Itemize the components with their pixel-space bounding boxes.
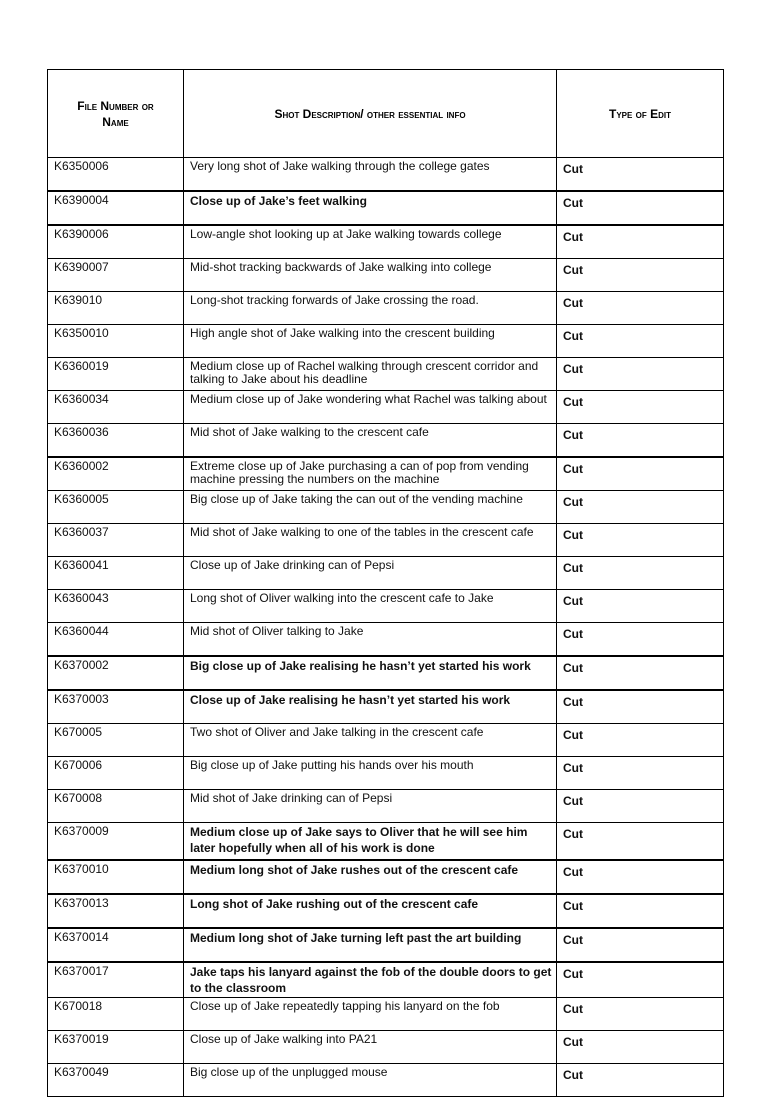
table-row	[48, 823, 724, 861]
shot-list-table	[47, 69, 724, 1097]
file-number-cell: K6370010	[48, 860, 184, 894]
edit-type-cell: Cut	[557, 623, 724, 657]
table-row	[48, 358, 724, 391]
shot-description-cell: Medium long shot of Jake turning left past the art building	[184, 928, 557, 962]
edit-type-cell: Cut	[557, 524, 724, 557]
edit-type-cell: Cut	[557, 757, 724, 790]
type-of-edit-header: Type of Edit	[557, 70, 724, 158]
file-number-cell: K6350010	[48, 325, 184, 358]
table-row	[48, 757, 724, 790]
file-number-cell: K6370049	[48, 1064, 184, 1097]
edit-type-cell: Cut	[557, 424, 724, 458]
shot-description-cell: Mid shot of Jake walking to one of the tables in the crescent cafe	[184, 524, 557, 557]
edit-type-cell: Cut	[557, 259, 724, 292]
file-number-cell: K670005	[48, 724, 184, 757]
shot-description-cell: Big close up of Jake putting his hands over his mouth	[184, 757, 557, 790]
edit-type-cell: Cut	[557, 491, 724, 524]
shot-description-cell: Close up of Jake drinking can of Pepsi	[184, 557, 557, 590]
table-row	[48, 457, 724, 491]
file-number-cell: K6390006	[48, 225, 184, 259]
file-number-cell: K6350006	[48, 158, 184, 192]
table-row	[48, 790, 724, 823]
edit-type-cell: Cut	[557, 724, 724, 757]
edit-type-cell: Cut	[557, 790, 724, 823]
file-number-cell: K6370019	[48, 1031, 184, 1064]
table-header-row	[48, 70, 724, 158]
shot-description-cell: Big close up of Jake realising he hasn’t yet started his work	[184, 656, 557, 690]
edit-type-cell: Cut	[557, 557, 724, 590]
table-row	[48, 225, 724, 259]
file-number-cell: K6360002	[48, 457, 184, 491]
file-number-cell: K6370009	[48, 823, 184, 861]
shot-description-cell: Close up of Jake repeatedly tapping his lanyard on the fob	[184, 998, 557, 1031]
table-row	[48, 292, 724, 325]
shot-description-cell: Close up of Jake realising he hasn’t yet started his work	[184, 690, 557, 724]
shot-description-cell: Medium close up of Jake says to Oliver that he will see him later hopefully when all of his work is done	[184, 823, 557, 861]
edit-type-cell: Cut	[557, 191, 724, 225]
edit-type-cell: Cut	[557, 656, 724, 690]
shot-description-cell: Jake taps his lanyard against the fob of the double doors to get to the classroom	[184, 962, 557, 998]
shot-description-cell: Medium close up of Jake wondering what Rachel was talking about	[184, 391, 557, 424]
edit-type-cell: Cut	[557, 391, 724, 424]
file-number-cell: K6390004	[48, 191, 184, 225]
table-row	[48, 191, 724, 225]
file-number-cell: K6360019	[48, 358, 184, 391]
table-row	[48, 894, 724, 928]
shot-description-header: Shot Description/ other essential info	[184, 70, 557, 158]
edit-type-cell: Cut	[557, 998, 724, 1031]
file-number-cell: K6370013	[48, 894, 184, 928]
file-number-cell: K6360044	[48, 623, 184, 657]
shot-description-cell: Extreme close up of Jake purchasing a can of pop from vending machine pressing the numbers on the machine	[184, 457, 557, 491]
table-row	[48, 391, 724, 424]
edit-type-cell: Cut	[557, 1064, 724, 1097]
edit-type-cell: Cut	[557, 690, 724, 724]
edit-type-cell: Cut	[557, 292, 724, 325]
file-number-header: File Number or Name	[48, 70, 184, 158]
file-number-cell: K6360005	[48, 491, 184, 524]
file-number-cell: K6370017	[48, 962, 184, 998]
table-row	[48, 623, 724, 657]
table-row	[48, 1031, 724, 1064]
file-number-cell: K6370003	[48, 690, 184, 724]
shot-description-cell: Close up of Jake’s feet walking	[184, 191, 557, 225]
table-row	[48, 557, 724, 590]
edit-type-cell: Cut	[557, 860, 724, 894]
shot-description-cell: Low-angle shot looking up at Jake walking towards college	[184, 225, 557, 259]
edit-type-cell: Cut	[557, 823, 724, 861]
table-row	[48, 424, 724, 458]
shot-description-cell: Long shot of Jake rushing out of the crescent cafe	[184, 894, 557, 928]
edit-type-cell: Cut	[557, 590, 724, 623]
table-row	[48, 325, 724, 358]
file-number-cell: K6360034	[48, 391, 184, 424]
table-row	[48, 928, 724, 962]
edit-type-cell: Cut	[557, 1031, 724, 1064]
file-number-cell: K6360041	[48, 557, 184, 590]
shot-description-cell: Two shot of Oliver and Jake talking in the crescent cafe	[184, 724, 557, 757]
edit-type-cell: Cut	[557, 894, 724, 928]
file-number-cell: K6370014	[48, 928, 184, 962]
shot-description-cell: Big close up of the unplugged mouse	[184, 1064, 557, 1097]
shot-description-cell: High angle shot of Jake walking into the crescent building	[184, 325, 557, 358]
table-row	[48, 690, 724, 724]
file-number-cell: K670008	[48, 790, 184, 823]
shot-description-cell: Very long shot of Jake walking through the college gates	[184, 158, 557, 192]
table-row	[48, 590, 724, 623]
edit-type-cell: Cut	[557, 928, 724, 962]
file-number-cell: K6360037	[48, 524, 184, 557]
shot-description-cell: Medium long shot of Jake rushes out of the crescent cafe	[184, 860, 557, 894]
edit-type-cell: Cut	[557, 358, 724, 391]
table-body	[48, 158, 724, 1097]
shot-description-cell: Big close up of Jake taking the can out of the vending machine	[184, 491, 557, 524]
table-row	[48, 158, 724, 192]
shot-description-cell: Mid shot of Jake drinking can of Pepsi	[184, 790, 557, 823]
file-number-cell: K6370002	[48, 656, 184, 690]
file-number-cell: K6360043	[48, 590, 184, 623]
edit-type-cell: Cut	[557, 962, 724, 998]
file-number-cell: K6360036	[48, 424, 184, 458]
shot-description-cell: Close up of Jake walking into PA21	[184, 1031, 557, 1064]
shot-description-cell: Long-shot tracking forwards of Jake crossing the road.	[184, 292, 557, 325]
table-row	[48, 1064, 724, 1097]
edit-type-cell: Cut	[557, 325, 724, 358]
table-row	[48, 724, 724, 757]
edit-type-cell: Cut	[557, 457, 724, 491]
shot-description-cell: Mid-shot tracking backwards of Jake walking into college	[184, 259, 557, 292]
shot-description-cell: Mid shot of Jake walking to the crescent cafe	[184, 424, 557, 458]
shot-description-cell: Long shot of Oliver walking into the crescent cafe to Jake	[184, 590, 557, 623]
table-row	[48, 656, 724, 690]
file-number-cell: K670018	[48, 998, 184, 1031]
shot-description-cell: Medium close up of Rachel walking through crescent corridor and talking to Jake about his deadline	[184, 358, 557, 391]
file-number-cell: K639010	[48, 292, 184, 325]
table-row	[48, 491, 724, 524]
file-number-cell: K6390007	[48, 259, 184, 292]
table-row	[48, 998, 724, 1031]
edit-type-cell: Cut	[557, 225, 724, 259]
file-number-cell: K670006	[48, 757, 184, 790]
shot-description-cell: Mid shot of Oliver talking to Jake	[184, 623, 557, 657]
table-row	[48, 524, 724, 557]
table-row	[48, 962, 724, 998]
table-row	[48, 860, 724, 894]
edit-type-cell: Cut	[557, 158, 724, 192]
table-row	[48, 259, 724, 292]
